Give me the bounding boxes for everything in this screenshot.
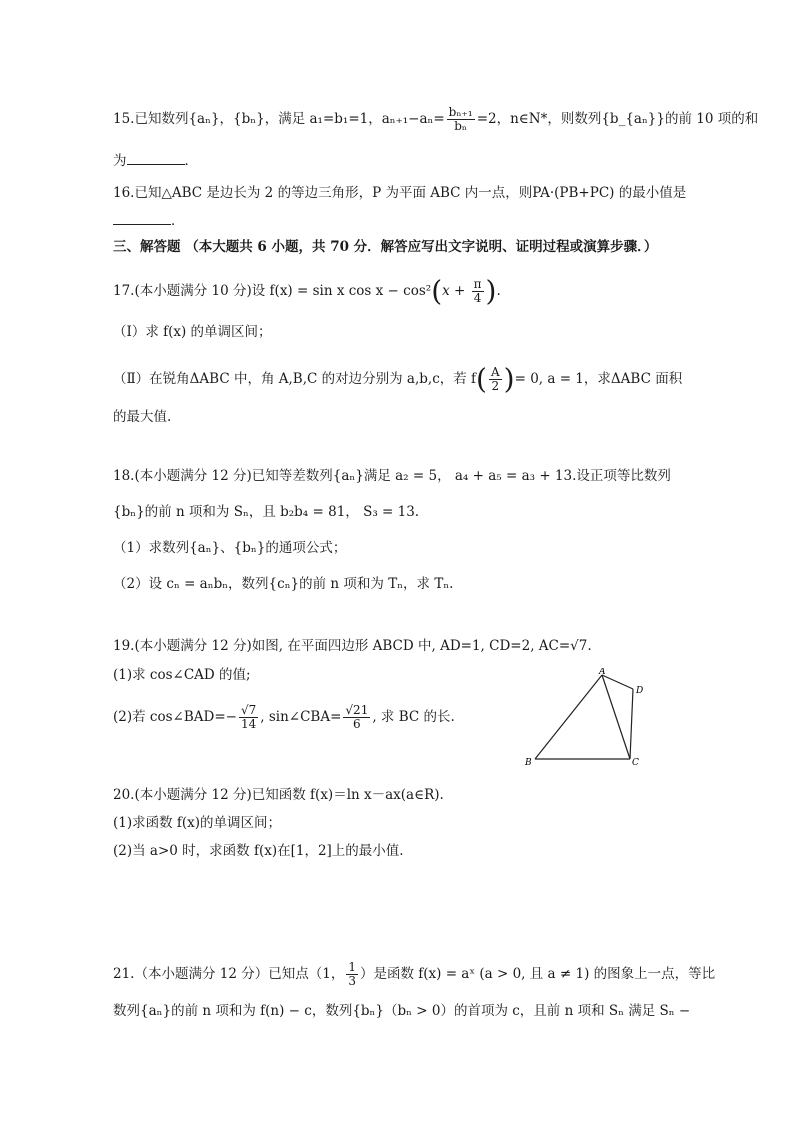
q19-part2 xyxy=(113,704,455,731)
q21-line1 xyxy=(113,960,716,988)
q15-frac-den: bₙ xyxy=(454,119,468,133)
q18-part2-text: （2）设 cₙ = aₙbₙ，数列{cₙ}的前 n 项和为 Tₙ，求 Tₙ. xyxy=(113,576,454,592)
quadrilateral-figure xyxy=(520,668,650,768)
q18-part1-text: （1）求数列{aₙ}、{bₙ}的通项公式； xyxy=(113,540,347,556)
q17-intro: 17.(本小题满分 10 分)设 f(x) = sin x cos x − cos²(x + $\frac{\pi}{4}$ ). xyxy=(113,274,501,308)
q21-text-2: 数列{aₙ}的前 n 项和为 f(n) − c，数列{bₙ}（bₙ > 0）的首项为 c，且前 n 项和 Sₙ 满足 Sₙ − xyxy=(113,1003,691,1019)
q20-part1 xyxy=(113,813,684,833)
edge-ac xyxy=(602,675,630,759)
q21-line2 xyxy=(113,1001,691,1021)
q21-fraction xyxy=(346,961,358,988)
q17-fraction xyxy=(472,278,484,305)
q17-part1 xyxy=(113,322,684,342)
q20-part2 xyxy=(113,841,684,861)
q17-part2-text-a: （Ⅱ）在锐角ΔABC 中，角 A,B,C 的对边分别为 a,b,c，若 f xyxy=(113,371,477,387)
q16-line2: ． xyxy=(113,210,684,231)
q17-part2-text-c: 的最大值. xyxy=(113,409,172,425)
q15-answer-blank[interactable] xyxy=(127,150,185,165)
q19-part2-text-b: , sin∠CBA= xyxy=(260,709,342,725)
q19-fraction-2 xyxy=(343,704,370,731)
q16-answer-blank[interactable] xyxy=(113,210,171,225)
q15-line1 xyxy=(113,105,759,133)
q17-var-x: x xyxy=(442,283,450,299)
q19-f2-den: 6 xyxy=(353,717,361,731)
q18-text-2: {bₙ}的前 n 项和为 Sₙ，且 b₂b₄ = 81， S₃ = 13. xyxy=(113,504,420,520)
section-heading xyxy=(113,237,684,257)
edge-ad xyxy=(602,675,633,689)
q17-frac-num: π xyxy=(473,277,482,291)
q16-line1 xyxy=(113,183,687,203)
q17-part2-fraction xyxy=(489,366,502,393)
paren-close: ) xyxy=(503,362,515,396)
q19-fraction-1 xyxy=(239,704,258,731)
q21-frac-den: 3 xyxy=(348,974,356,988)
section-heading-text: 三、解答题 （本大题共 6 小题，共 70 分．解答应写出文字说明、证明过程或演算步骤．） xyxy=(113,239,658,255)
q19-line1 xyxy=(113,636,684,656)
q19-f2-num: √21 xyxy=(345,703,369,717)
edge-dc xyxy=(630,689,633,759)
label-d: D xyxy=(636,686,644,696)
q20-part2-text: (2)当 a>0 时，求函数 f(x)在[1，2]上的最小值. xyxy=(113,843,404,859)
q15-frac-num: bₙ₊₁ xyxy=(448,105,473,119)
paren-open: ( xyxy=(476,362,487,396)
q17-part2 xyxy=(113,362,684,396)
paren-open: ( xyxy=(431,274,443,308)
q17-frac-den: 4 xyxy=(473,291,482,305)
q17-part2-frac-num: A xyxy=(490,365,500,379)
paren-close: ) xyxy=(485,274,497,308)
q21-frac-num: 1 xyxy=(348,960,356,974)
q18-line1 xyxy=(113,466,684,486)
label-c: C xyxy=(632,758,639,768)
q19-part2-text-c: , 求 BC 的长. xyxy=(372,709,455,725)
q18-part2 xyxy=(113,574,684,594)
q20-text-1: 20.(本小题满分 12 分)已知函数 f(x)＝ln x－ax(a∈R). xyxy=(113,787,444,803)
q19-f1-den: 14 xyxy=(240,717,257,731)
q19-part1-text: (1)求 cos∠CAD 的值; xyxy=(113,667,251,683)
q17-intro-text: 17.(本小题满分 10 分)设 f(x) = sin x cos x − cos² xyxy=(113,283,432,299)
q15-answer-prefix: 为 xyxy=(113,153,127,169)
q20-line1 xyxy=(113,785,684,805)
q17-part2-cont xyxy=(113,407,684,427)
q15-text: 15.已知数列{aₙ}，{bₙ}，满足 a₁=b₁=1，aₙ₊₁−aₙ= xyxy=(113,111,445,127)
q15-line2: 为 ． xyxy=(113,150,684,171)
edge-ab xyxy=(535,675,602,759)
label-a: A xyxy=(599,668,606,677)
q17-part2-frac-den: 2 xyxy=(491,379,500,393)
q18-part1 xyxy=(113,538,684,558)
q15-fraction xyxy=(447,106,475,133)
q21-text-b: ）是函数 f(x) = aˣ (a > 0, 且 a ≠ 1) 的图象上一点，等比 xyxy=(359,966,716,982)
q21-text-a: 21.（本小题满分 12 分）已知点（1， xyxy=(113,966,345,982)
label-b: B xyxy=(525,758,532,768)
q19-f1-num: √7 xyxy=(240,703,257,717)
q18-line2 xyxy=(113,502,684,522)
q19-part2-text-a: (2)若 cos∠BAD=− xyxy=(113,709,237,725)
q17-part2-text-b: = 0, a = 1，求ΔABC 面积 xyxy=(514,371,683,387)
q18-text-1: 18.(本小题满分 12 分)已知等差数列{aₙ}满足 a₂ = 5， a₄ + a₅ = a₃ + 13.设正项等比数列 xyxy=(113,468,671,484)
q20-part1-text: (1)求函数 f(x)的单调区间； xyxy=(113,815,282,831)
q15-text-tail: =2，n∈N*，则数列{b_{aₙ}}的前 10 项的和 xyxy=(476,111,759,127)
q17-part1-text: （Ⅰ）求 f(x) 的单调区间； xyxy=(113,324,272,340)
q16-text: 16.已知△ABC 是边长为 2 的等边三角形，P 为平面 ABC 内一点，则PA·(PB+PC) 的最小值是 xyxy=(113,185,687,201)
q19-text-1: 19.(本小题满分 12 分)如图, 在平面四边形 ABCD 中, AD=1, CD=2, AC=√7. xyxy=(113,638,592,654)
